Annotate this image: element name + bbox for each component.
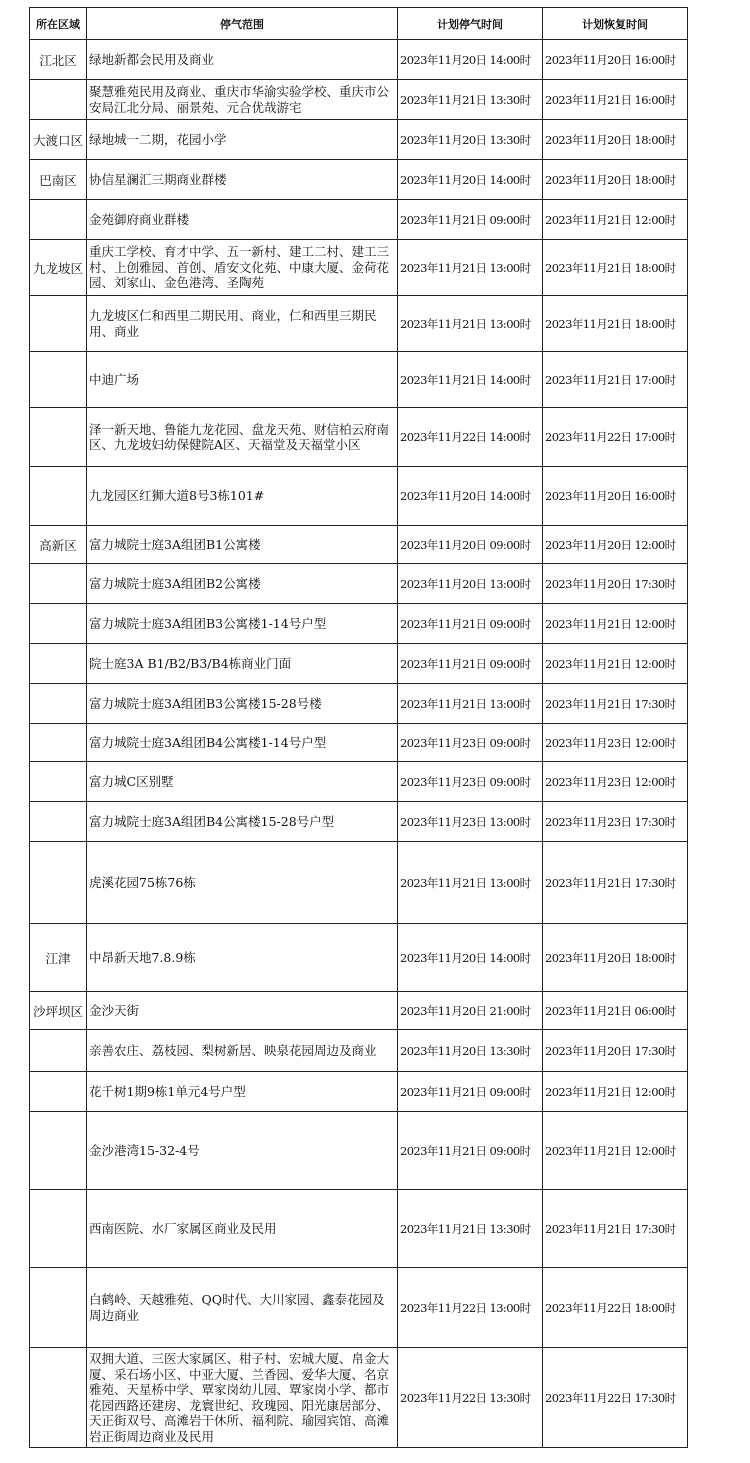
header-outage-start: 计划停气时间 [398, 8, 543, 40]
scope-cell: 花千树1期9栋1单元4号户型 [87, 1072, 398, 1112]
table-row [30, 160, 688, 200]
scope-cell: 富力城院士庭3A组团B3公寓楼1-14号户型 [87, 604, 398, 644]
table-row [30, 80, 688, 120]
table-row [30, 1348, 688, 1448]
restore-time-cell: 2023年11月21日 18:00时 [543, 296, 688, 352]
header-restore-time: 计划恢复时间 [543, 8, 688, 40]
region-cell [30, 352, 87, 408]
table-row [30, 120, 688, 160]
table-body [30, 40, 688, 1448]
scope-cell: 白鹤岭、天越雅苑、QQ时代、大川家园、鑫泰花园及周边商业 [87, 1268, 398, 1348]
outage-start-cell: 2023年11月21日 09:00时 [398, 644, 543, 684]
scope-cell: 金沙天街 [87, 992, 398, 1030]
outage-start-cell: 2023年11月20日 13:30时 [398, 1030, 543, 1072]
restore-time-cell: 2023年11月20日 18:00时 [543, 120, 688, 160]
restore-time-cell: 2023年11月22日 17:30时 [543, 1348, 688, 1448]
table-row [30, 526, 688, 564]
outage-start-cell: 2023年11月21日 13:30时 [398, 80, 543, 120]
region-cell [30, 200, 87, 240]
region-cell [30, 1268, 87, 1348]
outage-start-cell: 2023年11月21日 13:00时 [398, 842, 543, 924]
outage-start-cell: 2023年11月20日 14:00时 [398, 467, 543, 526]
table-row [30, 724, 688, 762]
table-row [30, 684, 688, 724]
scope-cell: 重庆工学校、育才中学、五一新村、建工二村、建工三村、上创雅园、首创、盾安文化苑、中康大厦、金荷花园、刘家山、金色港湾、圣陶苑 [87, 240, 398, 296]
region-cell: 巴南区 [30, 160, 87, 200]
table-row [30, 842, 688, 924]
region-cell [30, 684, 87, 724]
outage-start-cell: 2023年11月20日 14:00时 [398, 924, 543, 992]
region-cell [30, 296, 87, 352]
scope-cell: 协信星澜汇三期商业群楼 [87, 160, 398, 200]
scope-cell: 亲善农庄、荔枝园、梨树新居、映泉花园周边及商业 [87, 1030, 398, 1072]
outage-start-cell: 2023年11月20日 13:00时 [398, 564, 543, 604]
outage-start-cell: 2023年11月23日 13:00时 [398, 802, 543, 842]
restore-time-cell: 2023年11月20日 16:00时 [543, 40, 688, 80]
region-cell: 高新区 [30, 526, 87, 564]
region-cell: 江津 [30, 924, 87, 992]
restore-time-cell: 2023年11月22日 17:00时 [543, 408, 688, 467]
region-cell [30, 467, 87, 526]
region-cell: 江北区 [30, 40, 87, 80]
region-cell [30, 1072, 87, 1112]
restore-time-cell: 2023年11月21日 17:00时 [543, 352, 688, 408]
table-row [30, 1072, 688, 1112]
scope-cell: 金沙港湾15-32-4号 [87, 1112, 398, 1190]
scope-cell: 九龙园区红狮大道8号3栋101# [87, 467, 398, 526]
table-row [30, 408, 688, 467]
outage-start-cell: 2023年11月21日 09:00时 [398, 604, 543, 644]
restore-time-cell: 2023年11月23日 12:00时 [543, 724, 688, 762]
scope-cell: 富力城院士庭3A组团B1公寓楼 [87, 526, 398, 564]
restore-time-cell: 2023年11月21日 12:00时 [543, 644, 688, 684]
gas-outage-table [29, 7, 688, 1448]
scope-cell: 中昂新天地7.8.9栋 [87, 924, 398, 992]
table-row [30, 1190, 688, 1268]
restore-time-cell: 2023年11月21日 16:00时 [543, 80, 688, 120]
restore-time-cell: 2023年11月20日 18:00时 [543, 160, 688, 200]
table-row [30, 802, 688, 842]
scope-cell: 绿地城一二期，花园小学 [87, 120, 398, 160]
scope-cell: 富力城院士庭3A组团B4公寓楼1-14号户型 [87, 724, 398, 762]
header-region: 所在区域 [30, 8, 87, 40]
header-scope: 停气范围 [87, 8, 398, 40]
scope-cell: 金苑御府商业群楼 [87, 200, 398, 240]
region-cell [30, 1030, 87, 1072]
outage-start-cell: 2023年11月20日 14:00时 [398, 160, 543, 200]
restore-time-cell: 2023年11月20日 16:00时 [543, 467, 688, 526]
scope-cell: 富力城院士庭3A组团B2公寓楼 [87, 564, 398, 604]
scope-cell: 聚慧雅苑民用及商业、重庆市华渝实验学校、重庆市公安局江北分局、丽景苑、元合优哉游宅 [87, 80, 398, 120]
restore-time-cell: 2023年11月21日 17:30时 [543, 1190, 688, 1268]
scope-cell: 富力城院士庭3A组团B3公寓楼15-28号楼 [87, 684, 398, 724]
table-row [30, 352, 688, 408]
table-row [30, 40, 688, 80]
table-row [30, 467, 688, 526]
table-row [30, 1268, 688, 1348]
table-row [30, 762, 688, 802]
restore-time-cell: 2023年11月22日 18:00时 [543, 1268, 688, 1348]
outage-start-cell: 2023年11月22日 14:00时 [398, 408, 543, 467]
restore-time-cell: 2023年11月21日 12:00时 [543, 200, 688, 240]
outage-start-cell: 2023年11月20日 13:30时 [398, 120, 543, 160]
region-cell [30, 604, 87, 644]
restore-time-cell: 2023年11月21日 12:00时 [543, 1112, 688, 1190]
scope-cell: 富力城院士庭3A组团B4公寓楼15-28号户型 [87, 802, 398, 842]
table-row [30, 1112, 688, 1190]
scope-cell: 院士庭3A B1/B2/B3/B4栋商业门面 [87, 644, 398, 684]
scope-cell: 双拥大道、三医大家属区、柑子村、宏城大厦、帛金大厦、采石场小区、中亚大厦、兰香园、爱华大厦、名京雅苑、天星桥中学、覃家岗幼儿园、覃家岗小学、都市花园西路还建房、龙寰世纪、玫瑰园、阳光康居部分、天正街双号、高滩岩干休所、福利院、瑜园宾馆、高滩岩正街周边商业及民用 [87, 1348, 398, 1448]
outage-start-cell: 2023年11月20日 09:00时 [398, 526, 543, 564]
scope-cell: 富力城C区别墅 [87, 762, 398, 802]
outage-start-cell: 2023年11月23日 09:00时 [398, 724, 543, 762]
table-row [30, 564, 688, 604]
region-cell [30, 842, 87, 924]
region-cell: 九龙坡区 [30, 240, 87, 296]
region-cell [30, 724, 87, 762]
table-row [30, 296, 688, 352]
outage-start-cell: 2023年11月21日 09:00时 [398, 1072, 543, 1112]
region-cell [30, 644, 87, 684]
table-row [30, 240, 688, 296]
restore-time-cell: 2023年11月20日 17:30时 [543, 1030, 688, 1072]
restore-time-cell: 2023年11月21日 18:00时 [543, 240, 688, 296]
scope-cell: 西南医院、水厂家属区商业及民用 [87, 1190, 398, 1268]
table-header-row [30, 8, 688, 40]
table-row [30, 604, 688, 644]
region-cell [30, 1348, 87, 1448]
outage-start-cell: 2023年11月21日 13:00时 [398, 240, 543, 296]
scope-cell: 九龙坡区仁和西里二期民用、商业，仁和西里三期民用、商业 [87, 296, 398, 352]
region-cell [30, 1112, 87, 1190]
region-cell [30, 1190, 87, 1268]
restore-time-cell: 2023年11月20日 18:00时 [543, 924, 688, 992]
scope-cell: 绿地新都会民用及商业 [87, 40, 398, 80]
region-cell: 沙坪坝区 [30, 992, 87, 1030]
outage-start-cell: 2023年11月22日 13:00时 [398, 1268, 543, 1348]
outage-start-cell: 2023年11月20日 21:00时 [398, 992, 543, 1030]
scope-cell: 泽一新天地、鲁能九龙花园、盘龙天苑、财信柏云府南区、九龙坡妇幼保健院A区、天福堂及天福堂小区 [87, 408, 398, 467]
restore-time-cell: 2023年11月21日 12:00时 [543, 1072, 688, 1112]
restore-time-cell: 2023年11月21日 06:00时 [543, 992, 688, 1030]
restore-time-cell: 2023年11月21日 12:00时 [543, 604, 688, 644]
table-row [30, 200, 688, 240]
region-cell [30, 564, 87, 604]
restore-time-cell: 2023年11月23日 12:00时 [543, 762, 688, 802]
outage-start-cell: 2023年11月21日 13:30时 [398, 1190, 543, 1268]
outage-start-cell: 2023年11月20日 14:00时 [398, 40, 543, 80]
restore-time-cell: 2023年11月23日 17:30时 [543, 802, 688, 842]
outage-start-cell: 2023年11月21日 14:00时 [398, 352, 543, 408]
region-cell [30, 802, 87, 842]
outage-start-cell: 2023年11月22日 13:30时 [398, 1348, 543, 1448]
region-cell [30, 408, 87, 467]
table-row [30, 992, 688, 1030]
outage-start-cell: 2023年11月21日 09:00时 [398, 200, 543, 240]
scope-cell: 中迪广场 [87, 352, 398, 408]
table-row [30, 644, 688, 684]
scope-cell: 虎溪花园75栋76栋 [87, 842, 398, 924]
region-cell [30, 80, 87, 120]
region-cell: 大渡口区 [30, 120, 87, 160]
outage-start-cell: 2023年11月23日 09:00时 [398, 762, 543, 802]
region-cell [30, 762, 87, 802]
restore-time-cell: 2023年11月21日 17:30时 [543, 842, 688, 924]
table-row [30, 924, 688, 992]
restore-time-cell: 2023年11月21日 17:30时 [543, 684, 688, 724]
outage-start-cell: 2023年11月21日 13:00时 [398, 684, 543, 724]
restore-time-cell: 2023年11月20日 17:30时 [543, 564, 688, 604]
table-row [30, 1030, 688, 1072]
restore-time-cell: 2023年11月20日 12:00时 [543, 526, 688, 564]
outage-start-cell: 2023年11月21日 09:00时 [398, 1112, 543, 1190]
outage-start-cell: 2023年11月21日 13:00时 [398, 296, 543, 352]
